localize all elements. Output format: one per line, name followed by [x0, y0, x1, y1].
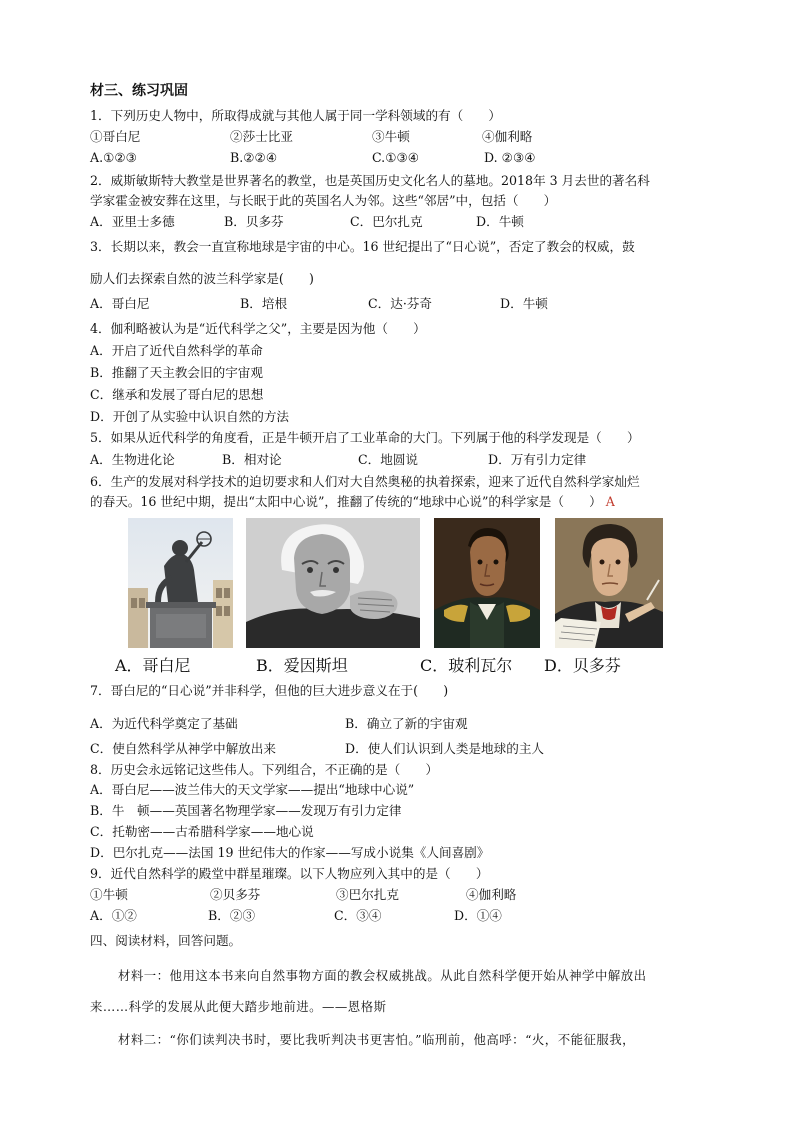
q5-option: D．万有引力定律 — [488, 452, 587, 467]
q6-answer-mark: A — [605, 494, 615, 509]
q5-stem: 5．如果从近代科学的角度看，正是牛顿开启了工业革命的大门。下列属于他的科学发现是（ ） — [90, 430, 640, 445]
q1-option: D. ②③④ — [484, 150, 536, 165]
copernicus-statue-image — [128, 518, 233, 648]
einstein-portrait-image — [246, 518, 420, 648]
q6-option: D．贝多芬 — [544, 656, 621, 675]
q4-stem: 4．伽利略被认为是“近代科学之父”，主要是因为他（ ） — [90, 321, 426, 336]
q3-stem: 3．长期以来，教会一直宣称地球是宇宙的中心。16 世纪提出了“日心说”，否定了教会的权威，鼓 — [90, 239, 635, 254]
q2-option: D．牛顿 — [476, 214, 524, 229]
beethoven-portrait-image — [555, 518, 663, 648]
q7-option: B．确立了新的宇宙观 — [345, 716, 468, 731]
q1-option: A.①②③ — [90, 150, 137, 165]
material2-line1: 材料二：“你们读判决书时，要比我听判决书更害怕。”临刑前，他高呼：“火，不能征服我， — [118, 1032, 636, 1047]
q2-option: C．巴尔扎克 — [350, 214, 423, 229]
q2-option: A．亚里士多德 — [90, 214, 175, 229]
q7-option: A．为近代科学奠定了基础 — [90, 716, 238, 731]
q7-options — [90, 715, 468, 733]
q8-option: B．牛 顿——英国著名物理学家——发现万有引力定律 — [90, 803, 402, 818]
q5-option: A．生物进化论 — [90, 452, 175, 467]
q6-option: B．爱因斯坦 — [256, 656, 348, 675]
section4-title: 四、阅读材料，回答问题。 — [90, 933, 242, 948]
q9-option: C．③④ — [334, 908, 382, 923]
q8-stem: 8．历史会永远铭记这些伟人。下列组合，不正确的是（ ） — [90, 762, 439, 777]
q1-item: ①哥白尼 — [90, 129, 141, 144]
q1-item: ③牛顿 — [372, 129, 410, 144]
q1-options — [90, 149, 536, 167]
q7-options — [90, 740, 544, 758]
q5-option: B．相对论 — [222, 452, 282, 467]
q9-stem: 9．近代自然科学的殿堂中群星璀璨。以下人物应列入其中的是（ ） — [90, 866, 489, 881]
q9-options — [90, 907, 502, 925]
q8-option: D．巴尔扎克——法国 19 世纪伟大的作家——写成小说集《人间喜剧》 — [90, 845, 490, 860]
q9-items — [90, 886, 516, 904]
q5-options — [90, 451, 586, 469]
material1-line2: 来……科学的发展从此便大踏步地前进。——恩格斯 — [90, 999, 387, 1014]
q8-option: A．哥白尼——波兰伟大的天文学家——提出“地球中心说” — [90, 782, 415, 797]
material1-line1: 材料一：他用这本书来向自然事物方面的教会权威挑战。从此自然科学便开始从神学中解放出 — [118, 968, 647, 983]
q2-option: B．贝多芬 — [224, 214, 284, 229]
q6-stem-text: 的春天。16 世纪中期，提出“太阳中心说”，推翻了传统的“地球中心说”的科学家是（ ） — [90, 494, 602, 509]
q3-option: B．培根 — [240, 296, 288, 311]
q5-option: C．地圆说 — [358, 452, 419, 467]
q9-item: ①牛顿 — [90, 887, 128, 902]
q6-option: C．玻利瓦尔 — [420, 656, 513, 675]
q3-option: D．牛顿 — [500, 296, 548, 311]
q6-stem: 6．生产的发展对科学技术的迫切要求和人们对大自然奥秘的执着探索，迎来了近代自然科学家灿烂 — [90, 474, 640, 489]
bolivar-portrait-image — [434, 518, 540, 648]
q7-stem: 7．哥白尼的“日心说”并非科学，但他的巨大进步意义在于( ) — [90, 683, 449, 698]
q7-option: D．使人们认识到人类是地球的主人 — [345, 741, 545, 756]
q3-stem: 励人们去探索自然的波兰科学家是( ) — [90, 271, 314, 286]
q3-option: A．哥白尼 — [90, 296, 150, 311]
q1-stem: 1．下列历史人物中，所取得成就与其他人属于同一学科领域的有（ ） — [90, 108, 502, 123]
q2-stem: 学家霍金被安葬在这里，与长眠于此的英国名人为邻。这些“邻居”中，包括（ ） — [90, 193, 557, 208]
q4-option: C．继承和发展了哥白尼的思想 — [90, 387, 264, 402]
q9-item: ③巴尔扎克 — [336, 887, 399, 902]
q2-options — [90, 213, 524, 231]
q6-option: A．哥白尼 — [115, 656, 191, 675]
q1-option: B.②②④ — [230, 150, 278, 165]
q2-stem: 2．威斯敏斯特大教堂是世界著名的教堂，也是英国历史文化名人的墓地。2018年 3 月去世的著名科 — [90, 173, 650, 188]
q8-option: C．托勒密——古希腊科学家——地心说 — [90, 824, 314, 839]
q3-option: C．达·芬奇 — [368, 296, 433, 311]
q1-item: ④伽利略 — [482, 129, 533, 144]
q4-option: A．开启了近代自然科学的革命 — [90, 343, 263, 358]
q3-options — [90, 295, 548, 313]
q4-option: B．推翻了天主教会旧的宇宙观 — [90, 365, 263, 380]
q9-item: ④伽利略 — [466, 887, 517, 902]
q9-option: B．②③ — [208, 908, 256, 923]
q7-option: C．使自然科学从神学中解放出来 — [90, 741, 276, 756]
q6-stem — [90, 493, 615, 511]
q9-item: ②贝多芬 — [210, 887, 261, 902]
section3-title: 材三、练习巩固 — [90, 83, 188, 99]
q4-option: D．开创了从实验中认识自然的方法 — [90, 409, 290, 424]
q1-item: ②莎士比亚 — [230, 129, 293, 144]
q1-items — [90, 128, 532, 146]
q1-option: C.①③④ — [372, 150, 420, 165]
q9-option: D．①④ — [454, 908, 502, 923]
q9-option: A．①② — [90, 908, 137, 923]
